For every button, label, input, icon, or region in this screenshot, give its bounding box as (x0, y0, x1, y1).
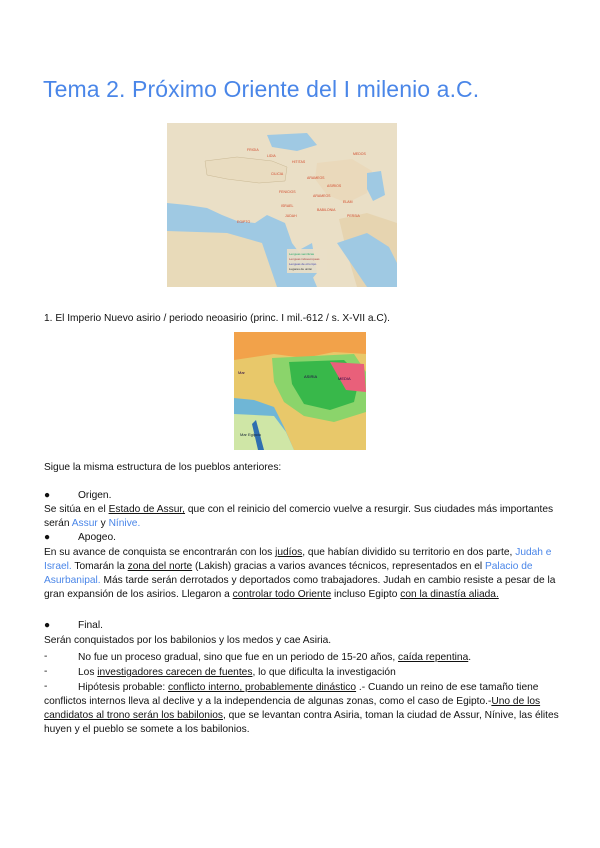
intro-text: Sigue la misma estructura de los pueblos anteriores: (44, 462, 282, 473)
origen-paragraph: Se sitúa en el Estado de Assur, que con el reinicio del comercio vuelve a resurgir. Sus ciudades más importantes serán Assur y Nínive. (44, 504, 554, 529)
legend-item: Lugares de unión (289, 267, 313, 271)
dash: - (44, 651, 48, 662)
svg-text:HITITAS: HITITAS (292, 160, 306, 164)
map-label: Mar Egipcio (240, 432, 262, 437)
svg-text:ARAMEOS: ARAMEOS (307, 176, 325, 180)
svg-text:PERSIA: PERSIA (347, 214, 360, 218)
svg-text:Mar: Mar (238, 370, 245, 375)
svg-text:FENICIOS: FENICIOS (279, 190, 296, 194)
ancient-near-east-languages-map (167, 123, 397, 287)
page-title: Tema 2. Próximo Oriente del I milenio a.C. (43, 76, 480, 102)
svg-text:MEDIA: MEDIA (338, 376, 351, 381)
bullet: ● (44, 620, 51, 631)
svg-text:ASIRIA: ASIRIA (304, 374, 318, 379)
apogeo-heading: Apogeo. (78, 532, 116, 543)
svg-text:MEDOS: MEDOS (353, 152, 366, 156)
legend-item: Lenguas semíticas (289, 252, 315, 256)
svg-text:LIDIA: LIDIA (267, 154, 276, 158)
origen-heading: Origen. (78, 490, 112, 501)
svg-text:FRIGIA: FRIGIA (247, 148, 259, 152)
final-item-3: Hipótesis probable: conflicto interno, probablemente dinástico .- Cuando un reino de ese tamaño tiene conflictos internos lleva al declive y a la independencia de algunas zonas, como el caso de Egipto.-Uno de los candidatos al trono serán los babilonios, que se levantan contra Asiria, toman la ciudad de Assur, Nínive, las élites huyen y el pueblo se somete a los babilonios. (44, 682, 559, 735)
dash: - (44, 681, 48, 692)
neo-assyrian-empire-map (234, 332, 366, 450)
final-item-1: No fue un proceso gradual, sino que fue en un periodo de 15-20 años, caída repentina. (78, 652, 472, 663)
svg-text:ASIRIOS: ASIRIOS (327, 184, 342, 188)
bullet: ● (44, 532, 51, 543)
apogeo-paragraph: En su avance de conquista se encontrarán con los judíos, que habían dividido su territorio en dos parte, Judah e Israel. Tomarán la zona del norte (Lakish) gracias a varios avances técnicos, representados en el Palacio de Asurbanipal. Más tarde serán derrotados y deportados como trabajadores. Judah en cambio resiste a pesar de la gran expansión de los asirios. Llegaron a controlar todo Oriente incluso Egipto con la dinastía aliada. (44, 547, 556, 600)
svg-text:ISRAEL: ISRAEL (281, 204, 294, 208)
final-paragraph: Serán conquistados por los babilonios y los medos y cae Asiria. (44, 635, 332, 646)
svg-text:EGIPTO: EGIPTO (237, 220, 251, 224)
legend-item: Lenguas indoeuropeas (289, 257, 320, 261)
bullet: ● (44, 490, 51, 501)
svg-text:BABILONIA: BABILONIA (317, 208, 336, 212)
svg-text:JUDAH: JUDAH (285, 214, 297, 218)
section-heading: 1. El Imperio Nuevo asirio / periodo neoasirio (princ. I mil.-612 / s. X-VII a.C). (44, 313, 390, 324)
legend-item: Lenguas de otro tipo (289, 262, 317, 266)
final-item-2: Los investigadores carecen de fuentes, lo que dificulta la investigación (78, 667, 396, 678)
final-heading: Final. (78, 620, 103, 631)
svg-text:ARAMEOS: ARAMEOS (313, 194, 331, 198)
svg-text:CILICIA: CILICIA (271, 172, 284, 176)
dash: - (44, 666, 48, 677)
svg-text:ELAM: ELAM (343, 200, 353, 204)
